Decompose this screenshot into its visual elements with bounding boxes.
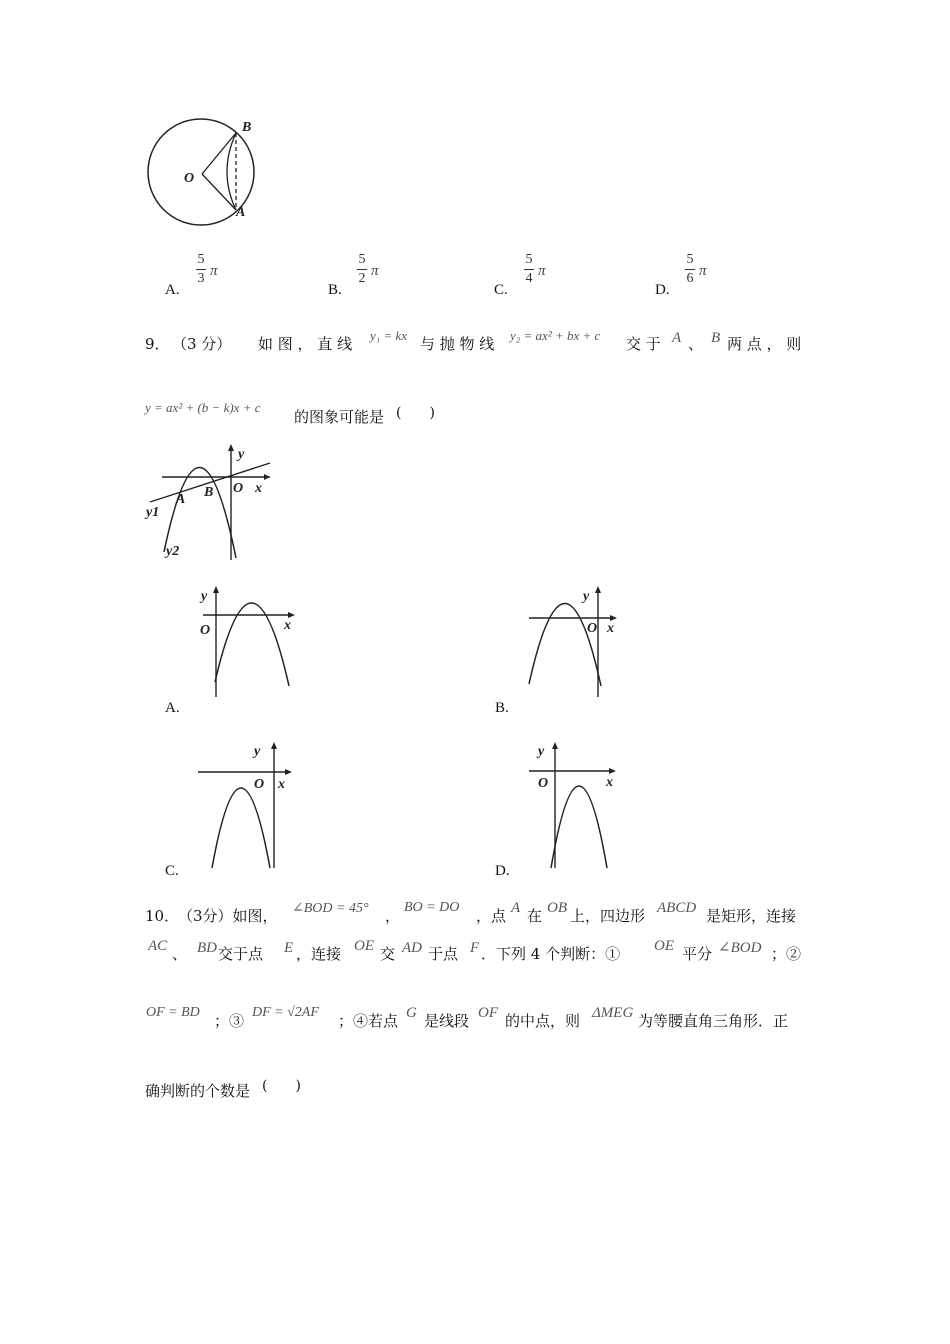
q9-point-b: B [711,330,721,346]
text: 为等腰直角三角形．正 [638,1012,789,1030]
q9-text4: 两 点 ， 则 [727,335,802,353]
text: 交于点 [218,945,264,963]
label-y: y [583,589,590,604]
y-axis-arrow [213,586,219,593]
numerator: 5 [197,252,205,267]
label-a: A [176,492,186,507]
q9-eq-y1: y₁ = kx [370,328,408,343]
text: ，连接 [296,945,342,963]
q9-option-c-label[interactable]: C. [165,863,179,879]
label-o: O [184,171,195,186]
math-of: OF [478,1005,498,1021]
q8-option-d-fraction [685,252,695,287]
label-x: x [284,618,291,633]
text: 在 [527,907,543,925]
math-oe: OE [654,938,674,954]
label-o: O [587,621,598,636]
label-o: O [254,777,265,792]
q9-score: （3 分） [172,335,232,353]
math-of-bd: OF = BD [146,1005,200,1020]
numerator: 5 [525,252,533,267]
pi-symbol: π [538,263,546,279]
text: 是线段 [424,1012,470,1030]
text: 交 [380,945,396,963]
y-axis-arrow [271,742,277,749]
text: 、 [172,945,188,963]
math-oe: OE [354,938,374,954]
text: 上，四边形 [570,907,646,925]
q9-number: 9． [145,335,170,353]
radius-ob [202,133,236,174]
x-axis-arrow [264,474,270,480]
math-bd: BD [197,940,217,956]
label-x: x [607,621,614,636]
parabola [529,603,601,686]
text: 的中点，则 [505,1012,581,1030]
y-axis-arrow [552,742,558,749]
q9-option-a-graph [195,582,305,697]
x-axis-arrow [285,769,292,775]
q9-eq-combined: y = ax² + (b − k)x + c [145,400,261,415]
q9-option-d-graph [525,738,625,870]
text: ，点 [476,907,507,925]
text: ．下列 4 个判断：① [481,945,621,963]
label-o: O [200,623,211,638]
q8-option-c-label[interactable]: C. [494,282,508,298]
q8-option-d-label[interactable]: D. [655,282,670,298]
pi-symbol: π [371,263,379,279]
y-axis-arrow [228,444,234,451]
text: ；③ [214,1012,245,1030]
label-o: O [538,776,549,791]
text: 于点 [428,945,459,963]
math-angle-bod: ∠BOD [718,940,762,956]
q8-circle-figure [140,110,270,230]
q8-option-a-fraction [196,252,206,287]
q8-option-a-label[interactable]: A. [165,282,180,298]
numerator: 5 [686,252,694,267]
math-ob: OB [547,900,567,916]
label-y: y [254,744,261,759]
denominator: 2 [358,271,366,287]
q9-text3: 交 于 [626,335,661,353]
q8-option-b-fraction [357,252,367,287]
q10-answer-paren: ( ) [262,1078,301,1094]
text: ；② [771,945,802,963]
y-axis-arrow [595,586,601,593]
q9-separator: 、 [688,335,704,353]
math-ac: AC [148,938,168,954]
radius-oa [202,174,236,210]
text: 是矩形，连接 [706,907,797,925]
math-abcd: ABCD [657,900,697,916]
denominator: 3 [197,271,205,287]
text: ；④若点 [338,1012,399,1030]
q9-option-a-label[interactable]: A. [165,700,180,716]
math-ad: AD [402,940,422,956]
parabola [212,788,270,868]
q9-text1: 如 图 ， 直 线 [258,335,353,353]
q9-text2: 与 抛 物 线 [420,335,495,353]
label-x: x [255,481,262,496]
label-y2: y2 [166,544,180,559]
q10-text-final: 确判断的个数是 [145,1082,251,1100]
pi-symbol: π [699,263,707,279]
q9-option-c-graph [196,738,296,870]
label-x: x [278,777,285,792]
q9-option-b-graph [525,582,625,697]
denominator: 6 [686,271,694,287]
q10-number: 10． [145,907,180,925]
text: ， [385,907,401,925]
denominator: 4 [525,271,533,287]
math-triangle-meg: ΔMEG [592,1005,634,1021]
q9-point-a: A [672,330,682,346]
q9-option-b-label[interactable]: B. [495,700,509,716]
q9-text5: 的图象可能是 [294,408,385,426]
q9-answer-paren: ( ) [396,405,435,421]
q9-eq-y2: y₂ = ax² + bx + c [510,328,601,343]
math-f: F [470,940,480,956]
parabola [551,786,607,868]
q9-main-figure [140,440,280,565]
math-bo-do: BO = DO [404,900,460,915]
text: 平分 [682,945,713,963]
label-a: A [236,205,246,220]
label-b: B [204,485,214,500]
label-y: y [238,447,245,462]
q10-score: （3分）如图， [178,907,278,925]
math-g: G [406,1005,417,1021]
label-b: B [242,120,252,135]
label-y: y [538,744,545,759]
q8-option-c-fraction [524,252,534,287]
math-angle-bod: ∠BOD = 45° [292,901,369,916]
x-axis-arrow [609,768,616,774]
label-y: y [201,589,208,604]
numerator: 5 [358,252,366,267]
pi-symbol: π [210,263,218,279]
q8-option-b-label[interactable]: B. [328,282,342,298]
arc-ab [227,133,236,210]
label-o: O [233,481,244,496]
label-x: x [606,775,613,790]
math-df: DF = √2AF [252,1005,319,1020]
label-y1: y1 [146,505,160,520]
math-e: E [284,940,294,956]
q9-option-d-label[interactable]: D. [495,863,510,879]
math-a: A [511,900,521,916]
